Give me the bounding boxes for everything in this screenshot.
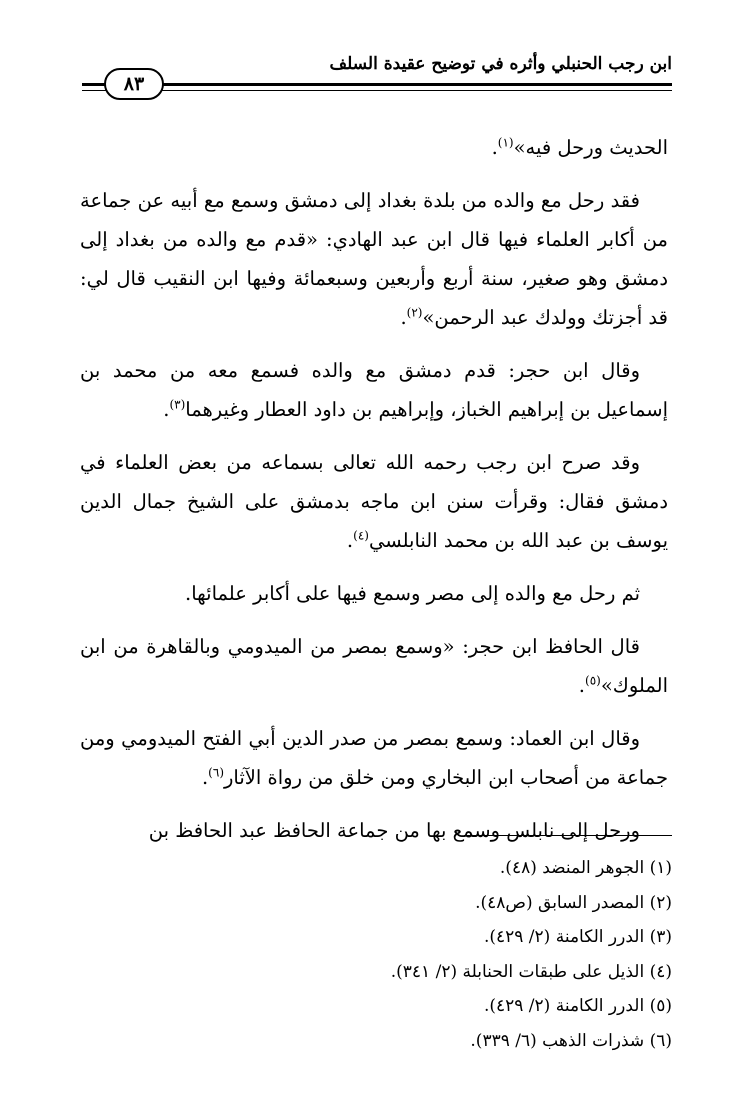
footnotes: [112, 851, 672, 1058]
page-number: ٨٣: [104, 68, 164, 100]
body-text: [80, 128, 668, 850]
footnote-ref: (١): [497, 135, 514, 150]
paragraph: ورحل إلى نابلس وسمع بها من جماعة الحافظ عبد الحافظ بن: [148, 819, 640, 842]
paragraph: فقد رحل مع والده من بلدة بغداد إلى دمشق وسمع مع أبيه عن جماعة من أكابر العلماء فيها قال ابن عبد الهادي: «قدم مع والده من بغداد إلى دمشق وهو صغير، سنة أربع وأربعين وسبعمائة وفيها ابن النقيب قال لي: قد أجزتك وولدك عبد الرحمن»$^{(٢)}$.: [80, 189, 668, 329]
footnote-ref: (٦): [208, 765, 224, 780]
running-title: ابن رجب الحنبلي وأثره في توضيح عقيدة السلف: [329, 54, 672, 74]
footnote: (١) الجوهر المنضد (٤٨).: [499, 858, 672, 878]
paragraph: قال الحافظ ابن حجر: «وسمع بمصر من الميدومي وبالقاهرة من ابن الملوك»$^{(٥)}$.: [80, 635, 668, 697]
footnote-ref: (٤): [353, 528, 369, 543]
header-rule-thin: [82, 90, 672, 91]
footnote-ref: (٣): [169, 397, 186, 412]
footnote-ref: (٥): [585, 673, 601, 688]
footnote: (٥) الدرر الكامنة (٢/ ٤٢٩).: [483, 996, 672, 1016]
footnote: (٢) المصدر السابق (ص٤٨).: [475, 892, 672, 913]
paragraph: ثم رحل مع والده إلى مصر وسمع فيها على أكابر علمائها.: [185, 582, 640, 605]
paragraph: وقال ابن حجر: قدم دمشق مع والده فسمع معه من محمد بن إسماعيل بن إبراهيم الخباز، وإبراهيم بن داود العطار وغيرهما$^{(٣)}$.: [80, 359, 668, 421]
footnote-ref: (٢): [406, 305, 423, 320]
footnote: (٤) الذيل على طبقات الحنابلة (٢/ ٣٤١).: [390, 961, 672, 982]
header-rule: [82, 83, 672, 86]
footnote: (٣) الدرر الكامنة (٢/ ٤٢٩).: [483, 927, 672, 947]
paragraph: الحديث ورحل فيه»$^{(١)}$.: [491, 135, 668, 159]
footnote: (٦) شذرات الذهب (٦/ ٣٣٩).: [470, 1030, 672, 1051]
paragraph: وقد صرح ابن رجب رحمه الله تعالى بسماعه من بعض العلماء في دمشق فقال: وقرأت سنن ابن ماجه بدمشق على الشيخ جمال الدين يوسف بن عبد الله بن محمد النابلسي$^{(٤)}$.: [80, 451, 668, 552]
paragraph: وقال ابن العماد: وسمع بمصر من صدر الدين أبي الفتح الميدومي ومن جماعة من أصحاب ابن البخاري ومن خلق من رواة الآثار$^{(٦)}$.: [80, 727, 668, 789]
footnote-separator: [464, 835, 672, 836]
